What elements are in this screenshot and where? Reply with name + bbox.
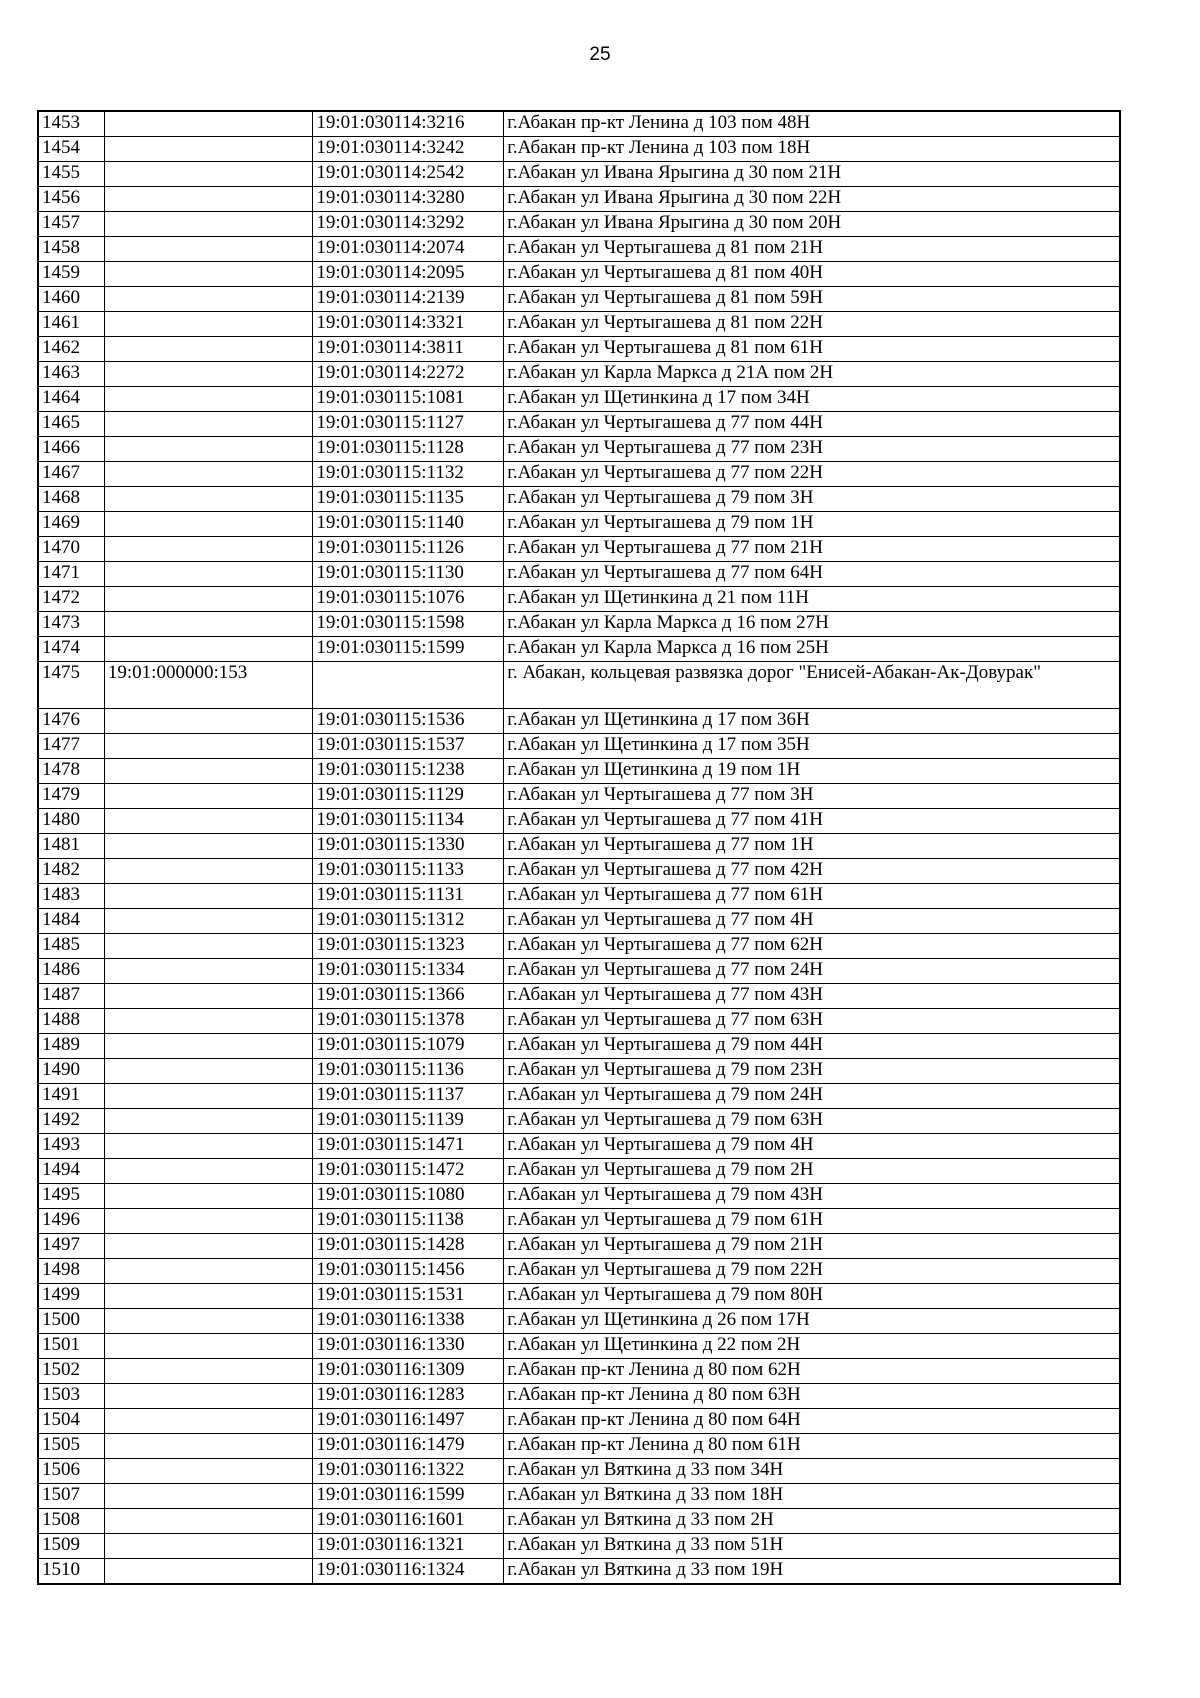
cadastral-number-cell: 19:01:030114:3280 [313, 187, 504, 212]
address-cell: г.Абакан ул Чертыгашева д 79 пом 43Н [504, 1184, 1120, 1209]
cadastral-number-cell: 19:01:030115:1079 [313, 1034, 504, 1059]
table-row [38, 237, 1120, 262]
row-number-cell: 1466 [38, 437, 104, 462]
cadastral-number-cell: 19:01:030116:1338 [313, 1309, 504, 1334]
land-cadastral-cell [104, 237, 313, 262]
cadastral-number-cell: 19:01:030114:2139 [313, 287, 504, 312]
cadastral-number-cell: 19:01:030114:2272 [313, 362, 504, 387]
table-row [38, 287, 1120, 312]
address-cell: г.Абакан ул Карла Маркса д 16 пом 27Н [504, 612, 1120, 637]
cadastral-number-cell: 19:01:030115:1378 [313, 1009, 504, 1034]
address-cell: г.Абакан ул Чертыгашева д 77 пом 63Н [504, 1009, 1120, 1034]
row-number-cell: 1505 [38, 1434, 104, 1459]
land-cadastral-cell [104, 111, 313, 137]
land-cadastral-cell [104, 262, 313, 287]
table-row [38, 784, 1120, 809]
table-row [38, 487, 1120, 512]
table-row [38, 1409, 1120, 1434]
land-cadastral-cell [104, 1559, 313, 1585]
cadastral-number-cell: 19:01:030115:1134 [313, 809, 504, 834]
row-number-cell: 1457 [38, 212, 104, 237]
table-row [38, 462, 1120, 487]
land-cadastral-cell [104, 909, 313, 934]
land-cadastral-cell [104, 1359, 313, 1384]
land-cadastral-cell [104, 1284, 313, 1309]
address-cell: г.Абакан ул Чертыгашева д 77 пом 42Н [504, 859, 1120, 884]
land-cadastral-cell [104, 162, 313, 187]
cadastral-number-cell: 19:01:030114:3242 [313, 137, 504, 162]
table-row [38, 1084, 1120, 1109]
table-row [38, 337, 1120, 362]
row-number-cell: 1495 [38, 1184, 104, 1209]
land-cadastral-cell [104, 734, 313, 759]
cadastral-number-cell: 19:01:030115:1238 [313, 759, 504, 784]
table-row [38, 809, 1120, 834]
table-row [38, 212, 1120, 237]
cadastral-number-cell: 19:01:030115:1599 [313, 637, 504, 662]
cadastral-number-cell: 19:01:030115:1312 [313, 909, 504, 934]
land-cadastral-cell [104, 287, 313, 312]
address-cell: г.Абакан ул Чертыгашева д 77 пом 24Н [504, 959, 1120, 984]
row-number-cell: 1463 [38, 362, 104, 387]
row-number-cell: 1509 [38, 1534, 104, 1559]
address-cell: г.Абакан пр-кт Ленина д 103 пом 18Н [504, 137, 1120, 162]
cadastral-number-cell: 19:01:030116:1309 [313, 1359, 504, 1384]
address-cell: г.Абакан пр-кт Ленина д 80 пом 63Н [504, 1384, 1120, 1409]
land-cadastral-cell [104, 212, 313, 237]
land-cadastral-cell [104, 809, 313, 834]
land-cadastral-cell [104, 1234, 313, 1259]
address-cell: г.Абакан ул Вяткина д 33 пом 51Н [504, 1534, 1120, 1559]
cadastral-number-cell: 19:01:030115:1323 [313, 934, 504, 959]
cadastral-number-cell: 19:01:030115:1133 [313, 859, 504, 884]
table-row [38, 1134, 1120, 1159]
table-row [38, 734, 1120, 759]
row-number-cell: 1471 [38, 562, 104, 587]
cadastral-number-cell: 19:01:030114:3321 [313, 312, 504, 337]
land-cadastral-cell [104, 1059, 313, 1084]
land-cadastral-cell [104, 834, 313, 859]
table-row [38, 1484, 1120, 1509]
land-cadastral-cell [104, 337, 313, 362]
row-number-cell: 1465 [38, 412, 104, 437]
table-row [38, 1334, 1120, 1359]
cadastral-number-cell: 19:01:030114:3292 [313, 212, 504, 237]
land-cadastral-cell [104, 1409, 313, 1434]
address-cell: г.Абакан ул Чертыгашева д 79 пом 44Н [504, 1034, 1120, 1059]
address-cell: г.Абакан ул Чертыгашева д 79 пом 21Н [504, 1234, 1120, 1259]
row-number-cell: 1473 [38, 612, 104, 637]
row-number-cell: 1499 [38, 1284, 104, 1309]
row-number-cell: 1472 [38, 587, 104, 612]
table-row [38, 1534, 1120, 1559]
row-number-cell: 1489 [38, 1034, 104, 1059]
land-cadastral-cell [104, 1459, 313, 1484]
land-cadastral-cell [104, 1209, 313, 1234]
address-cell: г.Абакан пр-кт Ленина д 80 пом 62Н [504, 1359, 1120, 1384]
table-row [38, 1209, 1120, 1234]
address-cell: г.Абакан ул Щетинкина д 17 пом 34Н [504, 387, 1120, 412]
page-number: 25 [589, 44, 611, 65]
land-cadastral-cell [104, 859, 313, 884]
cadastral-number-cell: 19:01:030114:2095 [313, 262, 504, 287]
address-cell: г.Абакан ул Чертыгашева д 77 пом 1Н [504, 834, 1120, 859]
address-cell: г.Абакан ул Чертыгашева д 79 пом 23Н [504, 1059, 1120, 1084]
address-cell: г.Абакан ул Щетинкина д 26 пом 17Н [504, 1309, 1120, 1334]
address-cell: г.Абакан ул Вяткина д 33 пом 19Н [504, 1559, 1120, 1585]
land-cadastral-cell [104, 1534, 313, 1559]
land-cadastral-cell [104, 137, 313, 162]
row-number-cell: 1479 [38, 784, 104, 809]
row-number-cell: 1507 [38, 1484, 104, 1509]
table-row [38, 187, 1120, 212]
address-cell: г.Абакан ул Ивана Ярыгина д 30 пом 20Н [504, 212, 1120, 237]
cadastral-number-cell: 19:01:030115:1081 [313, 387, 504, 412]
table-row [38, 1109, 1120, 1134]
cadastral-number-cell: 19:01:030115:1471 [313, 1134, 504, 1159]
address-cell: г.Абакан ул Вяткина д 33 пом 2Н [504, 1509, 1120, 1534]
row-number-cell: 1464 [38, 387, 104, 412]
land-cadastral-cell [104, 1159, 313, 1184]
cadastral-number-cell: 19:01:030115:1076 [313, 587, 504, 612]
table-row [38, 1434, 1120, 1459]
row-number-cell: 1491 [38, 1084, 104, 1109]
address-cell: г.Абакан ул Чертыгашева д 79 пом 4Н [504, 1134, 1120, 1159]
cadastral-number-cell: 19:01:030115:1330 [313, 834, 504, 859]
address-cell: г.Абакан ул Карла Маркса д 16 пом 25Н [504, 637, 1120, 662]
address-cell: г.Абакан ул Вяткина д 33 пом 18Н [504, 1484, 1120, 1509]
row-number-cell: 1493 [38, 1134, 104, 1159]
address-cell: г.Абакан ул Вяткина д 33 пом 34Н [504, 1459, 1120, 1484]
land-cadastral-cell [104, 462, 313, 487]
cadastral-number-cell: 19:01:030115:1126 [313, 537, 504, 562]
land-cadastral-cell [104, 562, 313, 587]
cadastral-number-cell: 19:01:030115:1456 [313, 1259, 504, 1284]
cadastral-number-cell [313, 662, 504, 709]
table-row [38, 512, 1120, 537]
cadastral-number-cell: 19:01:030115:1127 [313, 412, 504, 437]
table-row [38, 859, 1120, 884]
property-table [37, 110, 1121, 1585]
table-row [38, 387, 1120, 412]
land-cadastral-cell [104, 487, 313, 512]
row-number-cell: 1468 [38, 487, 104, 512]
row-number-cell: 1475 [38, 662, 104, 709]
address-cell: г.Абакан ул Чертыгашева д 77 пом 61Н [504, 884, 1120, 909]
table-row [38, 587, 1120, 612]
cadastral-number-cell: 19:01:030114:3811 [313, 337, 504, 362]
row-number-cell: 1467 [38, 462, 104, 487]
address-cell: г.Абакан ул Щетинкина д 22 пом 2Н [504, 1334, 1120, 1359]
table-row [38, 1559, 1120, 1585]
land-cadastral-cell [104, 1109, 313, 1134]
table-row [38, 612, 1120, 637]
land-cadastral-cell [104, 1034, 313, 1059]
cadastral-number-cell: 19:01:030115:1139 [313, 1109, 504, 1134]
table-row [38, 959, 1120, 984]
land-cadastral-cell [104, 934, 313, 959]
table-row [38, 111, 1120, 137]
table-row [38, 437, 1120, 462]
row-number-cell: 1484 [38, 909, 104, 934]
address-cell: г. Абакан, кольцевая развязка дорог "Енисей-Абакан-Ак-Довурак" [504, 662, 1120, 709]
address-cell: г.Абакан ул Чертыгашева д 79 пом 2Н [504, 1159, 1120, 1184]
table-row [38, 834, 1120, 859]
row-number-cell: 1476 [38, 709, 104, 734]
table-row [38, 1459, 1120, 1484]
row-number-cell: 1488 [38, 1009, 104, 1034]
table-row [38, 162, 1120, 187]
row-number-cell: 1508 [38, 1509, 104, 1534]
row-number-cell: 1454 [38, 137, 104, 162]
cadastral-number-cell: 19:01:030115:1366 [313, 984, 504, 1009]
cadastral-number-cell: 19:01:030115:1136 [313, 1059, 504, 1084]
row-number-cell: 1503 [38, 1384, 104, 1409]
land-cadastral-cell [104, 959, 313, 984]
row-number-cell: 1456 [38, 187, 104, 212]
table-row [38, 362, 1120, 387]
cadastral-number-cell: 19:01:030115:1472 [313, 1159, 504, 1184]
cadastral-number-cell: 19:01:030114:3216 [313, 111, 504, 137]
cadastral-number-cell: 19:01:030116:1479 [313, 1434, 504, 1459]
table-row [38, 1284, 1120, 1309]
cadastral-number-cell: 19:01:030115:1130 [313, 562, 504, 587]
row-number-cell: 1504 [38, 1409, 104, 1434]
address-cell: г.Абакан ул Чертыгашева д 81 пом 59Н [504, 287, 1120, 312]
address-cell: г.Абакан ул Чертыгашева д 79 пом 63Н [504, 1109, 1120, 1134]
table-row [38, 1309, 1120, 1334]
address-cell: г.Абакан ул Ивана Ярыгина д 30 пом 21Н [504, 162, 1120, 187]
row-number-cell: 1470 [38, 537, 104, 562]
table-row [38, 709, 1120, 734]
address-cell: г.Абакан пр-кт Ленина д 80 пом 61Н [504, 1434, 1120, 1459]
address-cell: г.Абакан ул Чертыгашева д 79 пом 22Н [504, 1259, 1120, 1284]
land-cadastral-cell [104, 984, 313, 1009]
address-cell: г.Абакан ул Щетинкина д 21 пом 11Н [504, 587, 1120, 612]
table-row [38, 312, 1120, 337]
row-number-cell: 1486 [38, 959, 104, 984]
row-number-cell: 1483 [38, 884, 104, 909]
row-number-cell: 1485 [38, 934, 104, 959]
address-cell: г.Абакан ул Чертыгашева д 77 пом 64Н [504, 562, 1120, 587]
cadastral-number-cell: 19:01:030115:1135 [313, 487, 504, 512]
cadastral-number-cell: 19:01:030115:1138 [313, 1209, 504, 1234]
row-number-cell: 1494 [38, 1159, 104, 1184]
table-row [38, 1159, 1120, 1184]
cadastral-number-cell: 19:01:030115:1140 [313, 512, 504, 537]
cadastral-number-cell: 19:01:030115:1537 [313, 734, 504, 759]
row-number-cell: 1478 [38, 759, 104, 784]
address-cell: г.Абакан ул Чертыгашева д 77 пом 43Н [504, 984, 1120, 1009]
table-row [38, 934, 1120, 959]
land-cadastral-cell [104, 1009, 313, 1034]
address-cell: г.Абакан ул Щетинкина д 19 пом 1Н [504, 759, 1120, 784]
land-cadastral-cell [104, 1484, 313, 1509]
row-number-cell: 1501 [38, 1334, 104, 1359]
address-cell: г.Абакан ул Чертыгашева д 81 пом 21Н [504, 237, 1120, 262]
row-number-cell: 1496 [38, 1209, 104, 1234]
land-cadastral-cell [104, 1309, 313, 1334]
land-cadastral-cell [104, 362, 313, 387]
row-number-cell: 1502 [38, 1359, 104, 1384]
land-cadastral-cell [104, 537, 313, 562]
row-number-cell: 1455 [38, 162, 104, 187]
land-cadastral-cell [104, 1509, 313, 1534]
row-number-cell: 1459 [38, 262, 104, 287]
table-row [38, 562, 1120, 587]
cadastral-number-cell: 19:01:030115:1128 [313, 437, 504, 462]
land-cadastral-cell [104, 709, 313, 734]
row-number-cell: 1490 [38, 1059, 104, 1084]
address-cell: г.Абакан ул Чертыгашева д 77 пом 4Н [504, 909, 1120, 934]
table-row [38, 662, 1120, 709]
row-number-cell: 1497 [38, 1234, 104, 1259]
table-row [38, 1059, 1120, 1084]
cadastral-number-cell: 19:01:030115:1129 [313, 784, 504, 809]
table-row [38, 1184, 1120, 1209]
address-cell: г.Абакан ул Чертыгашева д 79 пом 1Н [504, 512, 1120, 537]
cadastral-number-cell: 19:01:030115:1531 [313, 1284, 504, 1309]
land-cadastral-cell [104, 387, 313, 412]
address-cell: г.Абакан ул Чертыгашева д 79 пом 3Н [504, 487, 1120, 512]
table-row [38, 412, 1120, 437]
table-row [38, 1509, 1120, 1534]
address-cell: г.Абакан ул Ивана Ярыгина д 30 пом 22Н [504, 187, 1120, 212]
cadastral-number-cell: 19:01:030114:2542 [313, 162, 504, 187]
address-cell: г.Абакан ул Чертыгашева д 77 пом 21Н [504, 537, 1120, 562]
row-number-cell: 1461 [38, 312, 104, 337]
land-cadastral-cell [104, 187, 313, 212]
cadastral-number-cell: 19:01:030116:1497 [313, 1409, 504, 1434]
cadastral-number-cell: 19:01:030115:1536 [313, 709, 504, 734]
row-number-cell: 1498 [38, 1259, 104, 1284]
table-row [38, 984, 1120, 1009]
address-cell: г.Абакан ул Чертыгашева д 81 пом 22Н [504, 312, 1120, 337]
cadastral-number-cell: 19:01:030115:1428 [313, 1234, 504, 1259]
row-number-cell: 1477 [38, 734, 104, 759]
table-row [38, 759, 1120, 784]
row-number-cell: 1453 [38, 111, 104, 137]
row-number-cell: 1481 [38, 834, 104, 859]
row-number-cell: 1492 [38, 1109, 104, 1134]
land-cadastral-cell [104, 1134, 313, 1159]
land-cadastral-cell [104, 1184, 313, 1209]
table-row [38, 1234, 1120, 1259]
land-cadastral-cell [104, 1434, 313, 1459]
table-row [38, 1359, 1120, 1384]
row-number-cell: 1487 [38, 984, 104, 1009]
table-body [38, 111, 1120, 1584]
address-cell: г.Абакан ул Щетинкина д 17 пом 35Н [504, 734, 1120, 759]
land-cadastral-cell [104, 1384, 313, 1409]
row-number-cell: 1506 [38, 1459, 104, 1484]
address-cell: г.Абакан ул Чертыгашева д 79 пом 80Н [504, 1284, 1120, 1309]
land-cadastral-cell [104, 637, 313, 662]
land-cadastral-cell [104, 312, 313, 337]
land-cadastral-cell [104, 412, 313, 437]
table-row [38, 1034, 1120, 1059]
land-cadastral-cell [104, 437, 313, 462]
address-cell: г.Абакан ул Чертыгашева д 81 пом 61Н [504, 337, 1120, 362]
row-number-cell: 1480 [38, 809, 104, 834]
address-cell: г.Абакан ул Карла Маркса д 21А пом 2Н [504, 362, 1120, 387]
cadastral-number-cell: 19:01:030116:1283 [313, 1384, 504, 1409]
address-cell: г.Абакан пр-кт Ленина д 80 пом 64Н [504, 1409, 1120, 1434]
address-cell: г.Абакан ул Чертыгашева д 79 пом 24Н [504, 1084, 1120, 1109]
cadastral-number-cell: 19:01:030116:1321 [313, 1534, 504, 1559]
land-cadastral-cell [104, 1334, 313, 1359]
table-row [38, 137, 1120, 162]
land-cadastral-cell [104, 759, 313, 784]
row-number-cell: 1469 [38, 512, 104, 537]
table-row [38, 1259, 1120, 1284]
table-row [38, 1384, 1120, 1409]
land-cadastral-cell [104, 784, 313, 809]
land-cadastral-cell [104, 587, 313, 612]
cadastral-number-cell: 19:01:030115:1137 [313, 1084, 504, 1109]
cadastral-number-cell: 19:01:030115:1598 [313, 612, 504, 637]
row-number-cell: 1458 [38, 237, 104, 262]
address-cell: г.Абакан ул Чертыгашева д 77 пом 44Н [504, 412, 1120, 437]
land-cadastral-cell [104, 1084, 313, 1109]
address-cell: г.Абакан ул Чертыгашева д 77 пом 23Н [504, 437, 1120, 462]
cadastral-number-cell: 19:01:030115:1132 [313, 462, 504, 487]
land-cadastral-cell [104, 884, 313, 909]
cadastral-number-cell: 19:01:030116:1599 [313, 1484, 504, 1509]
table-row [38, 1009, 1120, 1034]
address-cell: г.Абакан ул Щетинкина д 17 пом 36Н [504, 709, 1120, 734]
row-number-cell: 1500 [38, 1309, 104, 1334]
cadastral-number-cell: 19:01:030114:2074 [313, 237, 504, 262]
cadastral-number-cell: 19:01:030115:1080 [313, 1184, 504, 1209]
row-number-cell: 1462 [38, 337, 104, 362]
cadastral-number-cell: 19:01:030115:1334 [313, 959, 504, 984]
address-cell: г.Абакан ул Чертыгашева д 77 пом 41Н [504, 809, 1120, 834]
address-cell: г.Абакан ул Чертыгашева д 77 пом 3Н [504, 784, 1120, 809]
address-cell: г.Абакан ул Чертыгашева д 81 пом 40Н [504, 262, 1120, 287]
cadastral-number-cell: 19:01:030116:1601 [313, 1509, 504, 1534]
row-number-cell: 1474 [38, 637, 104, 662]
cadastral-number-cell: 19:01:030116:1324 [313, 1559, 504, 1585]
table-row [38, 884, 1120, 909]
land-cadastral-cell [104, 1259, 313, 1284]
land-cadastral-cell [104, 612, 313, 637]
row-number-cell: 1482 [38, 859, 104, 884]
table-row [38, 537, 1120, 562]
cadastral-number-cell: 19:01:030116:1330 [313, 1334, 504, 1359]
cadastral-number-cell: 19:01:030115:1131 [313, 884, 504, 909]
cadastral-number-cell: 19:01:030116:1322 [313, 1459, 504, 1484]
table-row [38, 637, 1120, 662]
address-cell: г.Абакан пр-кт Ленина д 103 пом 48Н [504, 111, 1120, 137]
table-row [38, 909, 1120, 934]
land-cadastral-cell: 19:01:000000:153 [104, 662, 313, 709]
address-cell: г.Абакан ул Чертыгашева д 77 пом 22Н [504, 462, 1120, 487]
table-row [38, 262, 1120, 287]
address-cell: г.Абакан ул Чертыгашева д 77 пом 62Н [504, 934, 1120, 959]
row-number-cell: 1460 [38, 287, 104, 312]
address-cell: г.Абакан ул Чертыгашева д 79 пом 61Н [504, 1209, 1120, 1234]
row-number-cell: 1510 [38, 1559, 104, 1585]
land-cadastral-cell [104, 512, 313, 537]
